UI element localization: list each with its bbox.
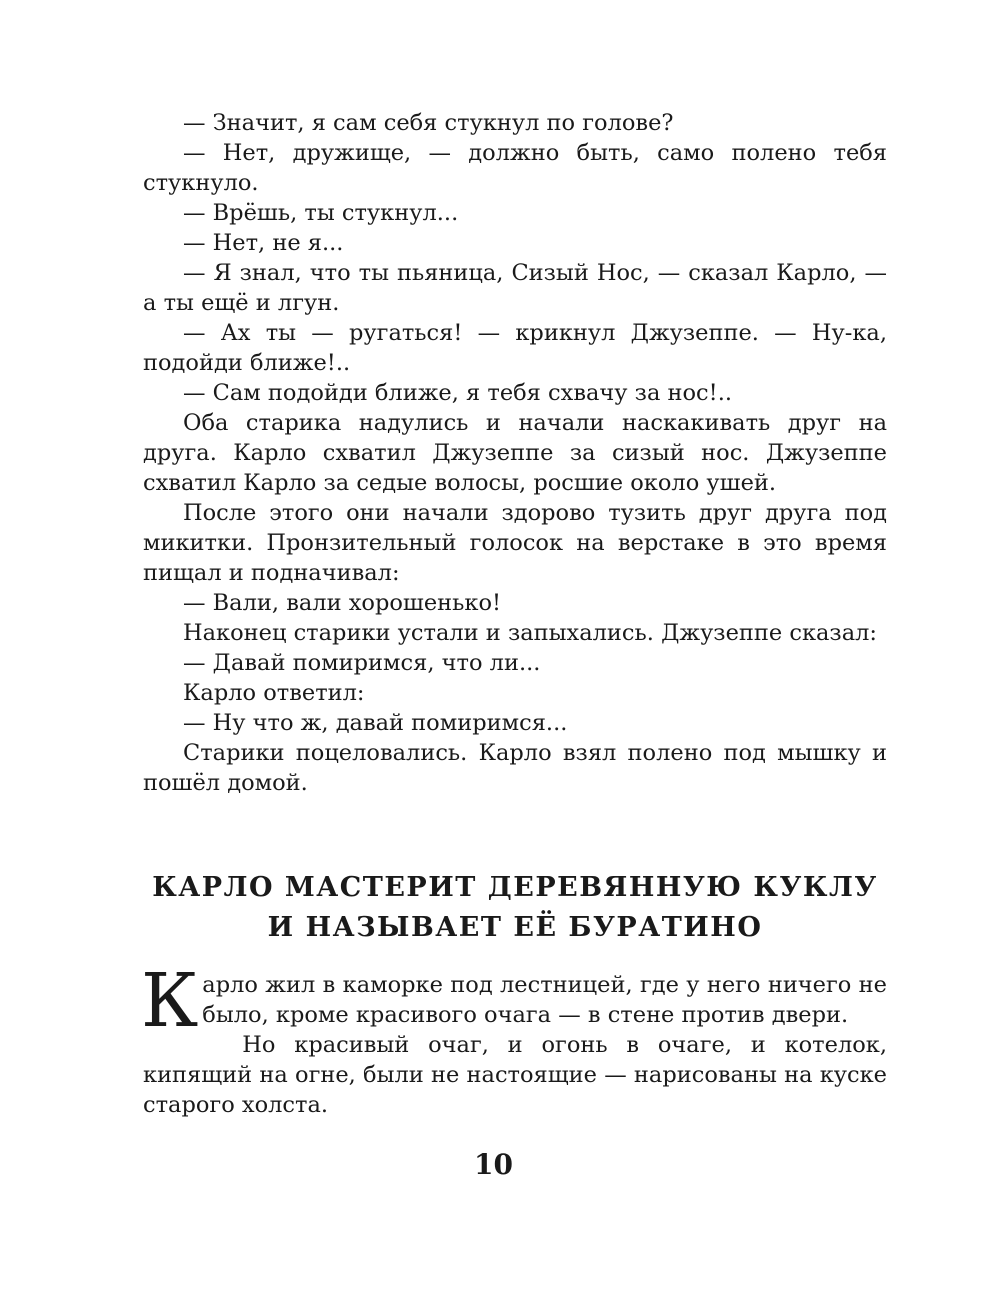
paragraph: Карло ответил: — [183, 680, 365, 706]
first-paragraph-text: арло жил в каморке под лестницей, где у него ничего не было, кроме красивого очага — в стене против двери. — [202, 972, 887, 1028]
paragraph: — Ах ты — ругаться! — крикнул Джузеппе. — Ну-ка, подойди ближе!.. — [143, 320, 887, 376]
paragraph: Но красивый очаг, и огонь в очаге, и котелок, кипящий на огне, были не настоящие — нарисованы на куске старого холста. — [143, 1032, 887, 1118]
paragraph: — Давай помиримся, что ли... — [183, 650, 541, 676]
paragraph: Оба старика надулись и начали наскакивать друг на друга. Карло схватил Джузеппе за сизый нос. Джузеппе схватил Карло за седые волосы, росшие около ушей. — [143, 410, 887, 496]
drop-cap: К — [141, 958, 199, 1044]
chapter-title — [143, 868, 887, 948]
chapter-first-paragraph — [141, 958, 887, 1044]
paragraph: — Сам подойди ближе, я тебя схвачу за нос!.. — [183, 380, 732, 406]
section-gap — [143, 798, 887, 868]
paragraph: После этого они начали здорово тузить друг друга под микитки. Пронзительный голосок на верстаке в это время пищал и подначивал: — [143, 500, 887, 586]
chapter-title-line-2: И НАЗЫВАЕТ ЕЁ БУРАТИНО — [267, 912, 763, 943]
paragraph: — Нет, не я... — [183, 230, 344, 256]
chapter-title-line-1: КАРЛО МАСТЕРИТ ДЕРЕВЯННУЮ КУКЛУ — [152, 872, 878, 903]
body-text — [143, 108, 887, 798]
paragraph: Наконец старики устали и запыхались. Джузеппе сказал: — [183, 620, 877, 646]
paragraph: — Вали, вали хорошенько! — [183, 590, 502, 616]
page-number: 10 — [474, 1148, 513, 1181]
page-content — [143, 108, 887, 1120]
paragraph: — Значит, я сам себя стукнул по голове? — [183, 110, 674, 136]
paragraph: — Врёшь, ты стукнул... — [183, 200, 459, 226]
paragraph: — Ну что ж, давай помиримся... — [183, 710, 568, 736]
paragraph: — Я знал, что ты пьяница, Сизый Нос, — сказал Карло, — а ты ещё и лгун. — [143, 260, 887, 316]
paragraph: — Нет, дружище, — должно быть, само полено тебя стукнуло. — [143, 140, 887, 196]
paragraph: Старики поцеловались. Карло взял полено под мышку и пошёл домой. — [143, 740, 887, 796]
